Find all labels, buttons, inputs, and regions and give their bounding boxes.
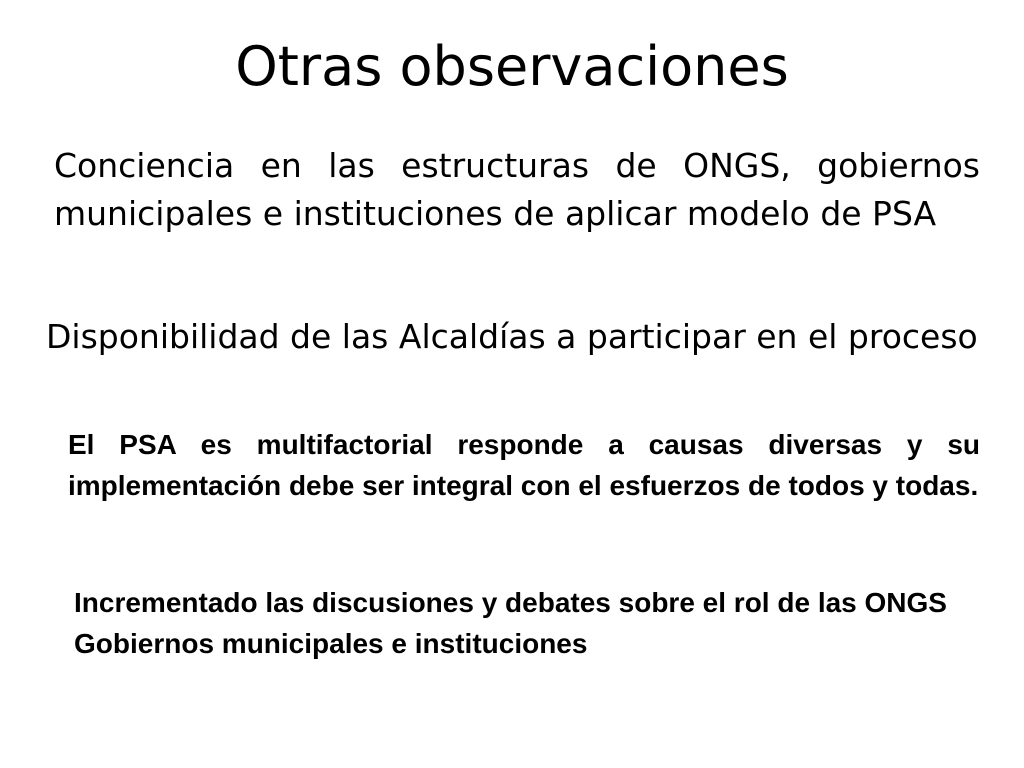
slide-title: Otras observaciones [235,35,789,98]
paragraph-disponibilidad: Disponibilidad de las Alcaldías a participar en el proceso [46,317,978,356]
paragraph-incrementado: Incrementado las discusiones y debates sobre el rol de las ONGS Gobiernos municipales e instituciones [74,587,947,659]
paragraph-conciencia: Conciencia en las estructuras de ONGS, gobiernos municipales e instituciones de aplicar modelo de PSA [54,146,980,233]
paragraph-psa-multifactorial: El PSA es multifactorial responde a causas diversas y su implementación debe ser integral con el esfuerzos de todos y todas. [68,429,980,501]
